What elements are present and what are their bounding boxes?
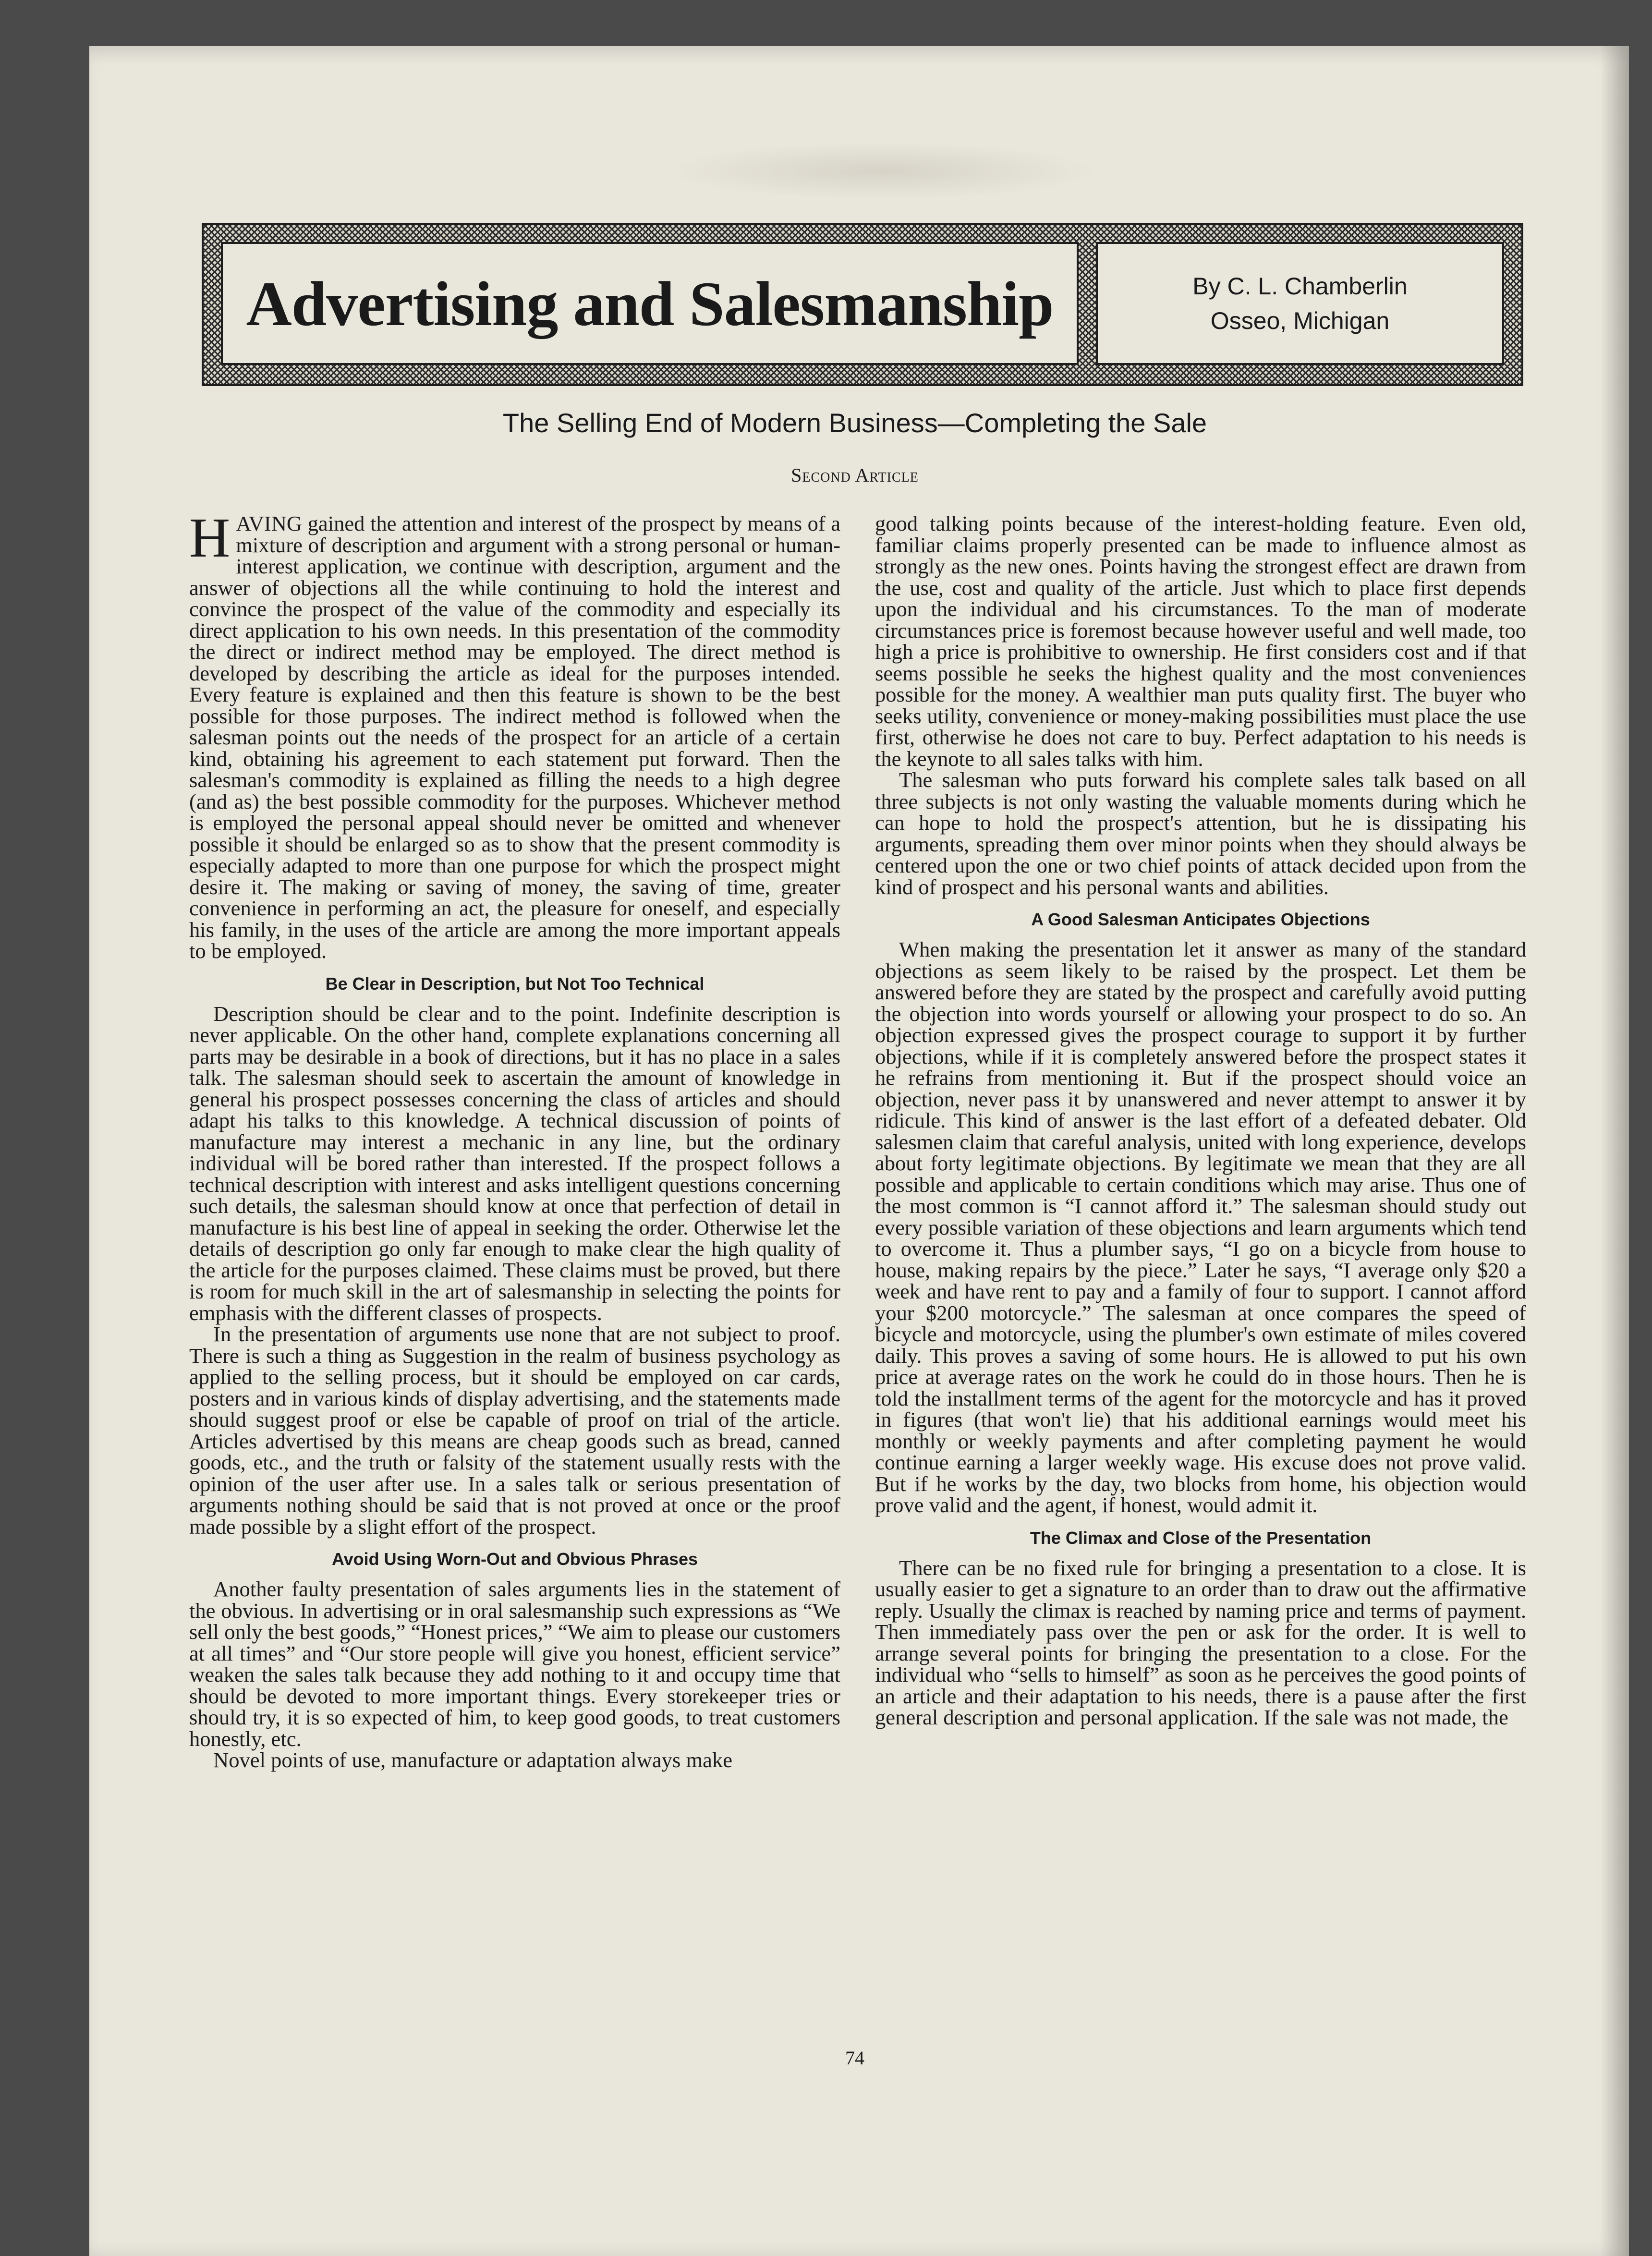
article-title: Advertising and Salesmanship: [246, 268, 1054, 339]
body-paragraph: Novel points of use, manufacture or adaptation always make: [213, 1748, 733, 1772]
body-paragraph: The salesman who puts forward his complete sales talk based on all three subjects is not only wasting the valuable moments during which he can hope to hold the prospect's attention, but he is dissipating his arguments, spreading them over minor points when they should always be centered upon the one or two chief points of attack decided upon from the kind of prospect and his personal wants and abilities.: [875, 768, 1526, 899]
body-paragraph: Description should be clear and to the point. Indefinite description is never applicable. On the other hand, complete explanations concerning all parts may be desirable in a book of directions, but it has no place in a sales talk. The salesman should seek to ascertain the amount of knowledge in general his prospect possesses concerning the class of articles and should adapt his talks to this knowledge. A technical discussion of points of manufacture may interest a mechanic in any line, but the ordinary individual will be bored rather than interested. If the prospect follows a technical description with interest and asks intelligent questions concerning such details, the salesman should know at once that perfection of detail in manufacture is his best line of appeal in seeking the order. Otherwise let the details of description go only far enough to make clear the high quality of the article for the purposes claimed. These claims must be proved, but there is room for much skill in the art of salesmanship in selecting the points for emphasis with the different classes of prospects.: [189, 1001, 840, 1325]
article-number-label: Second Article: [791, 464, 919, 486]
banner-divider: [1079, 242, 1096, 365]
body-paragraph: There can be no fixed rule for bringing a presentation to a close. It is usually easier to get a signature to an order than to draw out the affirmative reply. Usually the climax is reached by naming price and terms of payment. Then immediately pass over the pen or ask for the order. It is well to arrange several points for bringing the presentation to a close. For the individual who “sells to himself” as soon as he perceives the good points of an article and their adaptation to his needs, there is a pause after the first general description and personal application. If the sale was not made, the: [875, 1555, 1526, 1729]
section-heading: A Good Salesman Anticipates Objections: [1031, 910, 1370, 929]
byline-panel: [1096, 242, 1504, 365]
author-location: Osseo, Michigan: [1210, 307, 1390, 334]
title-banner: [202, 223, 1523, 386]
show-through-bleed: [666, 142, 1098, 200]
right-column: [875, 513, 1526, 1728]
intro-paragraph: [189, 506, 840, 963]
section-heading: Be Clear in Description, but Not Too Technical: [325, 973, 705, 994]
page-spine-shadow: [1600, 46, 1629, 2256]
section-heading: The Climax and Close of the Presentation: [1030, 1528, 1372, 1548]
body-paragraph: In the presentation of arguments use none that are not subject to proof. There is such a thing as Suggestion in the realm of business psychology as applied to the selling process, but it should be employed on car cards, posters and in various kinds of display advertising, and the statements made should suggest proof or else be capable of proof on trial of the article. Articles advertised by this means are cheap goods such as bread, canned goods, etc., and the truth or falsity of the statement usually rests with the opinion of the user after use. In a sales talk or serious presentation of arguments nothing should be said that is not proved at once or the proof made possible by a slight effort of the prospect.: [189, 1322, 840, 1539]
intro-paragraph-text: AVING gained the attention and interest of the prospect by means of a mixture of description and argument with a strong personal or human-interest application, we continue with description, argument and the answer of objections all the while continuing to hold the interest and convince the prospect of the value of the commodity and especially its direct application to his own needs. In this presentation of the commodity the direct or indirect method may be employed. The direct method is developed by describing the article as ideal for the purposes intended. Every feature is explained and then this feature is shown to be the best possible for those purposes. The indirect method is followed when the salesman points out the needs of the prospect for an article of a certain kind, obtaining his agreement to each statement put forward. Then the salesman's commodity is explained as filling the needs to a high degree (and as) the best possible commodity for the purposes. Whichever method is employed the personal appeal should never be omitted and whenever possible it should be enlarged so as to show that the present commodity is especially adapted to more than one purpose for which the prospect might desire it. The making or saving of money, the saving of time, greater convenience in performing an act, the pleasure for oneself, and especially his family, in the uses of the article are among the more important appeals to be employed.: [189, 511, 840, 963]
body-paragraph: good talking points because of the interest-holding feature. Even old, familiar claims properly presented can be made to influence almost as strongly as the new ones. Points having the strongest effect are drawn from the use, cost and quality of the article. Just which to place first depends upon the individual and his circumstances. To the man of moderate circumstances price is foremost because however useful and well made, too high a price is prohibitive to ownership. He first considers cost and if that seems possible he seeks the highest quality and the most conveniences possible for the money. A wealthier man puts quality first. The buyer who seeks utility, convenience or money-making possibilities must place the use first, otherwise he does not care to buy. Perfect adaptation to his needs is the keynote to all sales talks with him.: [875, 511, 1526, 771]
author-byline: By C. L. Chamberlin: [1192, 273, 1408, 300]
section-heading: Avoid Using Worn-Out and Obvious Phrases: [331, 1549, 698, 1569]
body-paragraph: When making the presentation let it answer as many of the standard objections as seem likely to be raised by the prospect. Let them be answered before they are stated by the prospect and carefully avoid putting the objection into words yourself or allowing your prospect to do so. An objection expressed gives the prospect courage to support it by further objections, while if it is completely answered before the prospect states it he refrains from mentioning it. But if the prospect should voice an objection, never pass it by unanswered and never attempt to answer it by ridicule. This kind of answer is the last effort of a defeated debater. Old salesmen claim that careful analysis, united with long experience, develops about forty legitimate objections. By legitimate we mean that they are all possible and applicable to certain conditions which may arise. Thus one of the most common is “I cannot afford it.” The salesman should study out every possible variation of these objections and learn arguments which tend to overcome it. Thus a plumber says, “I go on a bicycle from house to house, making repairs by the piece.” Later he says, “I average only $20 a week and have rent to pay and a family of four to support. I cannot afford your $200 motorcycle.” The salesman at once compares the speed of bicycle and motorcycle, using the plumber's own estimate of miles covered daily. This proves a saving of some hours. He is allowed to put his own price at average rates on the work he could do in those hours. Then he is told the installment terms of the agent for the motorcycle and has it proved in figures (that won't lie) that his additional earnings would meet his monthly or weekly payments and after completing payment he would continue earning a larger weekly wage. His excuse does not prove valid. But if he works by the day, two blocks from home, his objection would prove valid and the agent, if honest, would admit it.: [875, 937, 1526, 1517]
body-paragraph: Another faulty presentation of sales arguments lies in the statement of the obvious. In advertising or in oral salesmanship such expressions as “We sell only the best goods,” “Honest prices,” “We aim to please our customers at all times” and “Our store people will give you honest, efficient service” weaken the sales talk because they add nothing to it and occupy time that should be devoted to more important things. Every storekeeper tries or should try, it is so expected of him, to keep good goods, to treat customers honestly, etc.: [189, 1577, 840, 1751]
left-column: [189, 506, 840, 1772]
drop-cap: H: [189, 506, 231, 569]
title-panel: [221, 242, 1079, 365]
page-number: 74: [845, 2047, 864, 2069]
article-subtitle: The Selling End of Modern Business—Completing the Sale: [502, 408, 1207, 438]
